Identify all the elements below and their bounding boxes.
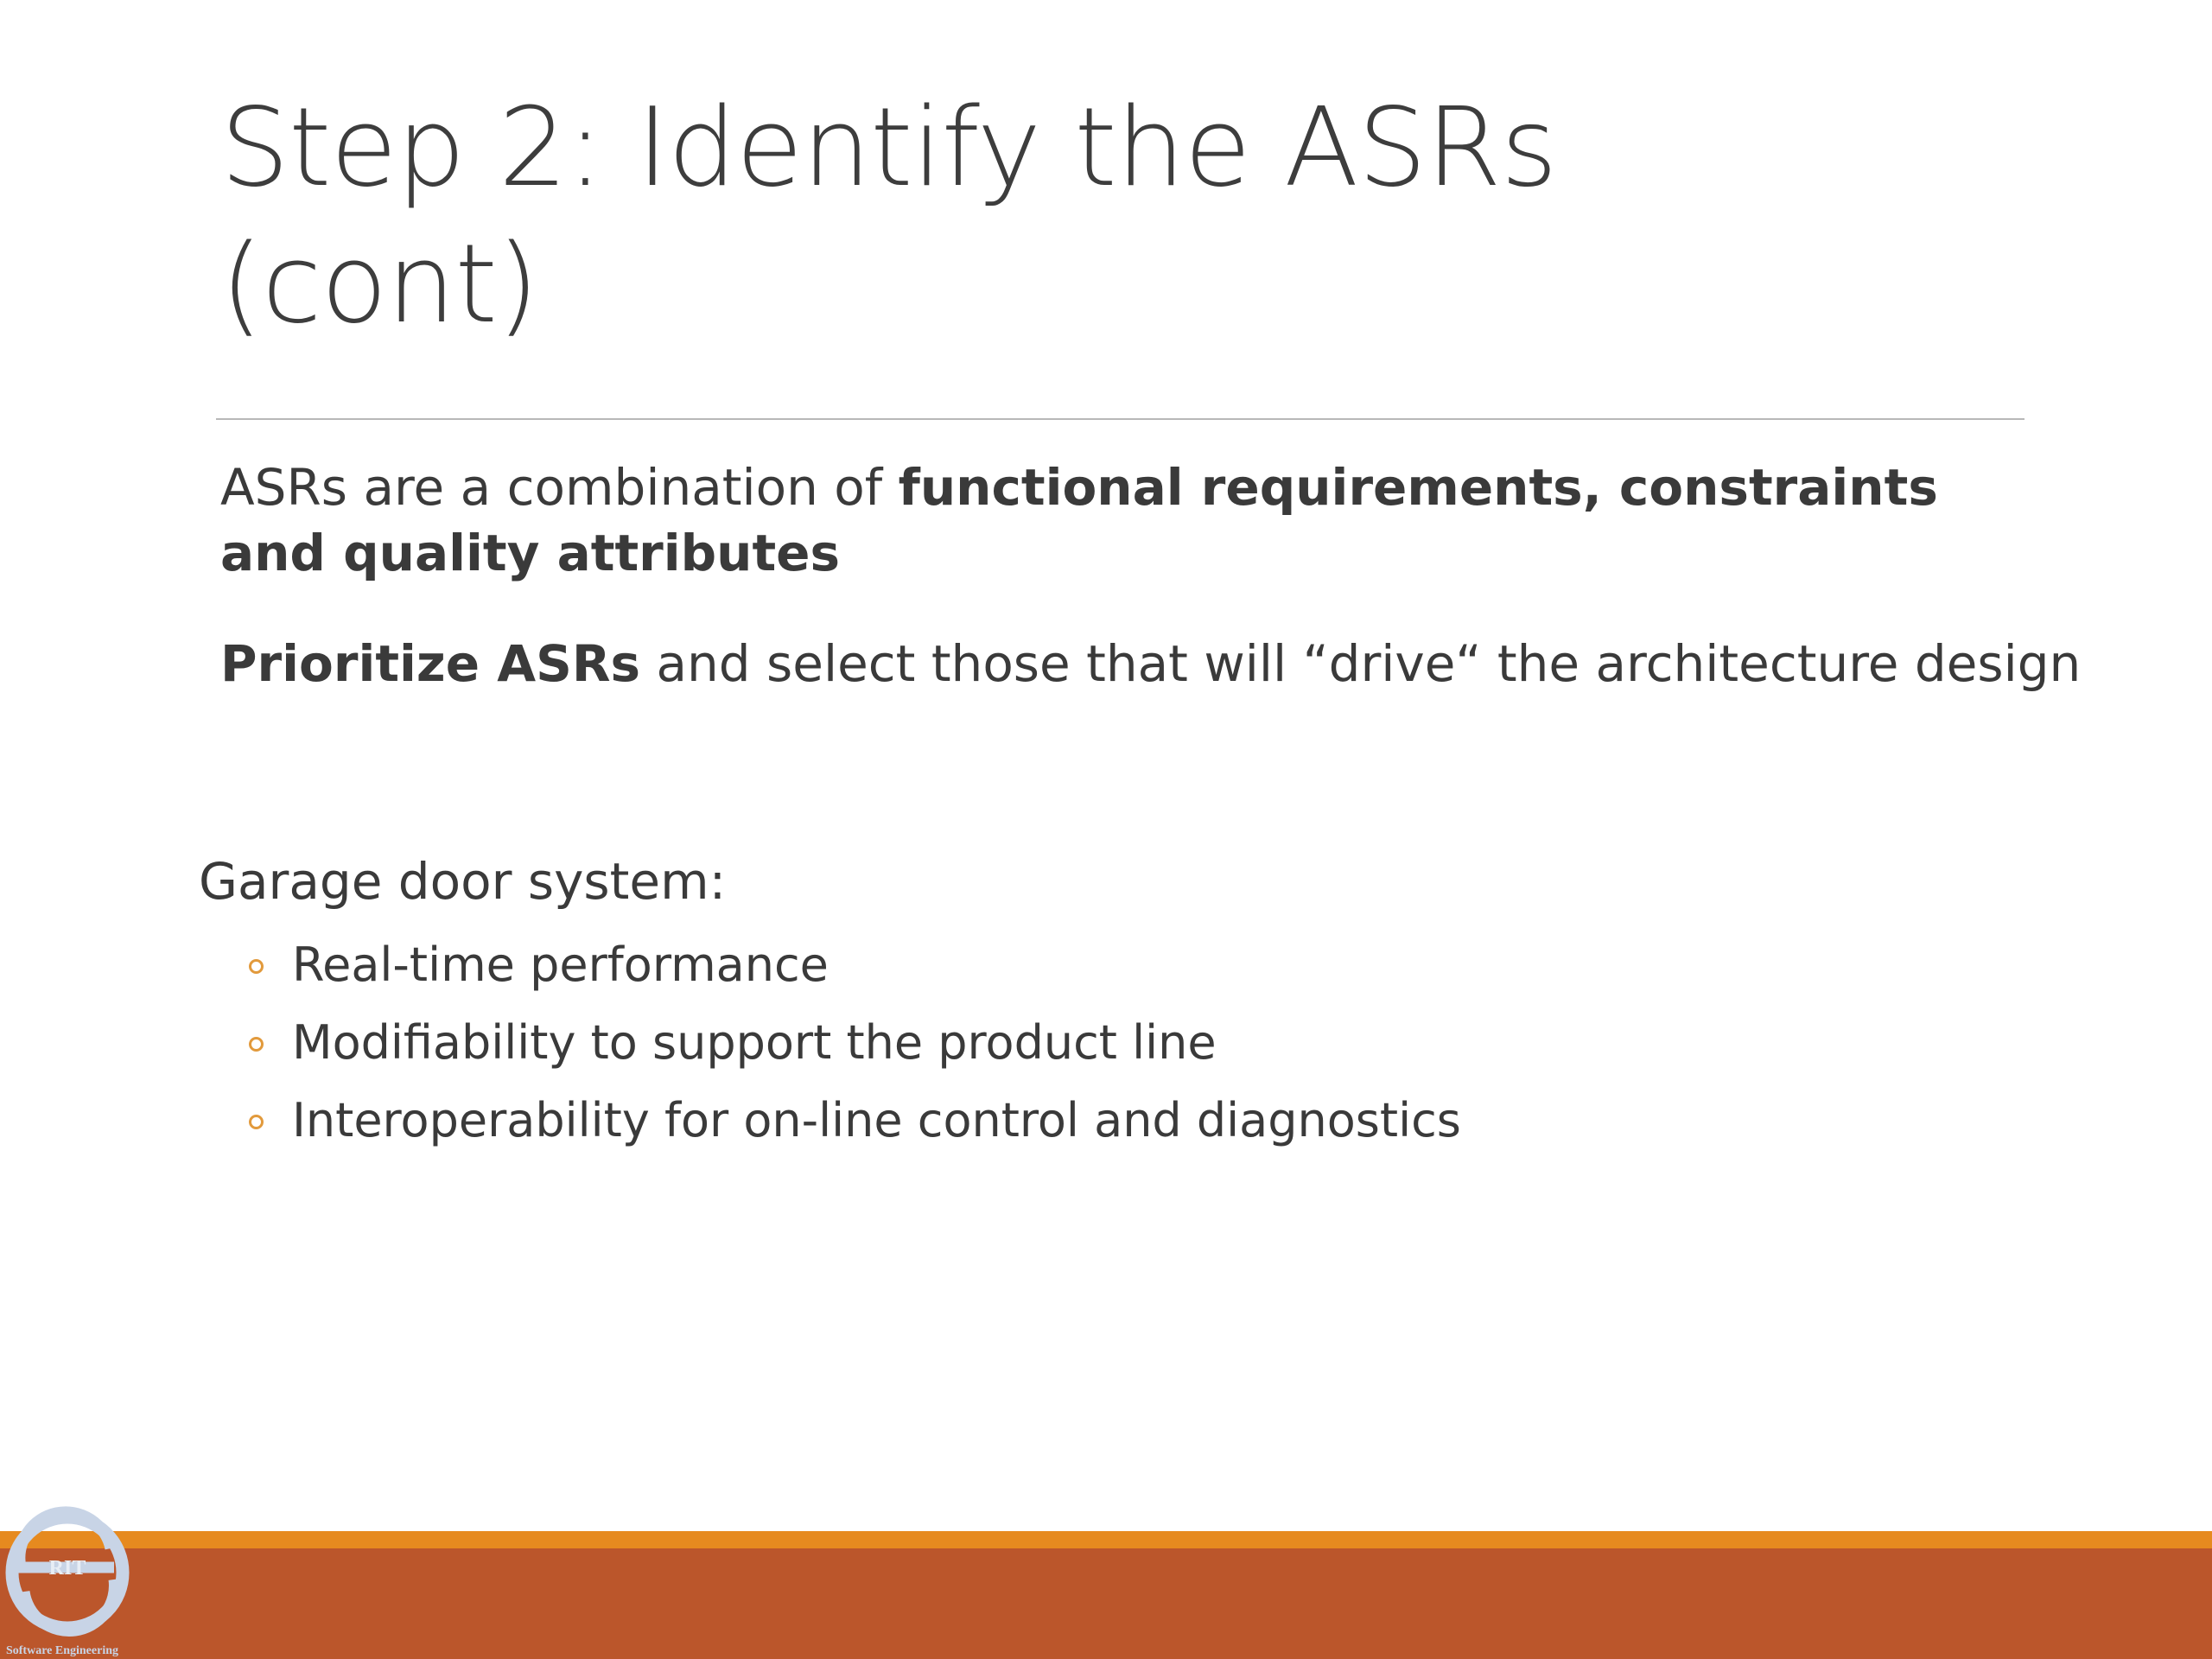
bullet-item [242, 1082, 1461, 1160]
title-divider [216, 418, 2024, 420]
circle-bullet-icon [249, 1037, 264, 1052]
garage-door-bullet-list [242, 926, 1461, 1160]
bullet-text: Interoperability for on-line control and diagnostics [292, 1093, 1461, 1147]
prioritize-text: and select those that will “drive“ the architecture design [640, 634, 2082, 693]
slide-title-line-2: (cont) [220, 220, 538, 347]
rit-software-engineering-logo-icon [0, 1505, 138, 1659]
logo-text: RIT [48, 1557, 86, 1580]
asr-definition-text: ASRs are a combination of [220, 458, 899, 517]
circle-bullet-icon [249, 1115, 264, 1129]
asr-definition-paragraph [220, 454, 2035, 586]
bullet-item [242, 1004, 1461, 1082]
bullet-text: Real-time performance [292, 938, 829, 992]
prioritize-emphasis: Prioritize ASRs [220, 634, 641, 693]
bullet-item [242, 926, 1461, 1004]
prioritize-paragraph [220, 631, 2082, 696]
footer-bar [0, 1548, 2212, 1659]
garage-door-heading: Garage door system: [199, 852, 727, 911]
footer-accent-stripe [0, 1531, 2212, 1548]
slide-title-line-1: Step 2: Identify the ASRs [220, 84, 1557, 211]
slide-title [220, 79, 1862, 353]
circle-bullet-icon [249, 959, 264, 974]
logo-caption: Software Engineering [5, 1644, 119, 1657]
bullet-text: Modifiability to support the product line [292, 1015, 1217, 1070]
asr-definition-emphasis: functional requirements, constraints and quality attributes [220, 458, 1938, 582]
